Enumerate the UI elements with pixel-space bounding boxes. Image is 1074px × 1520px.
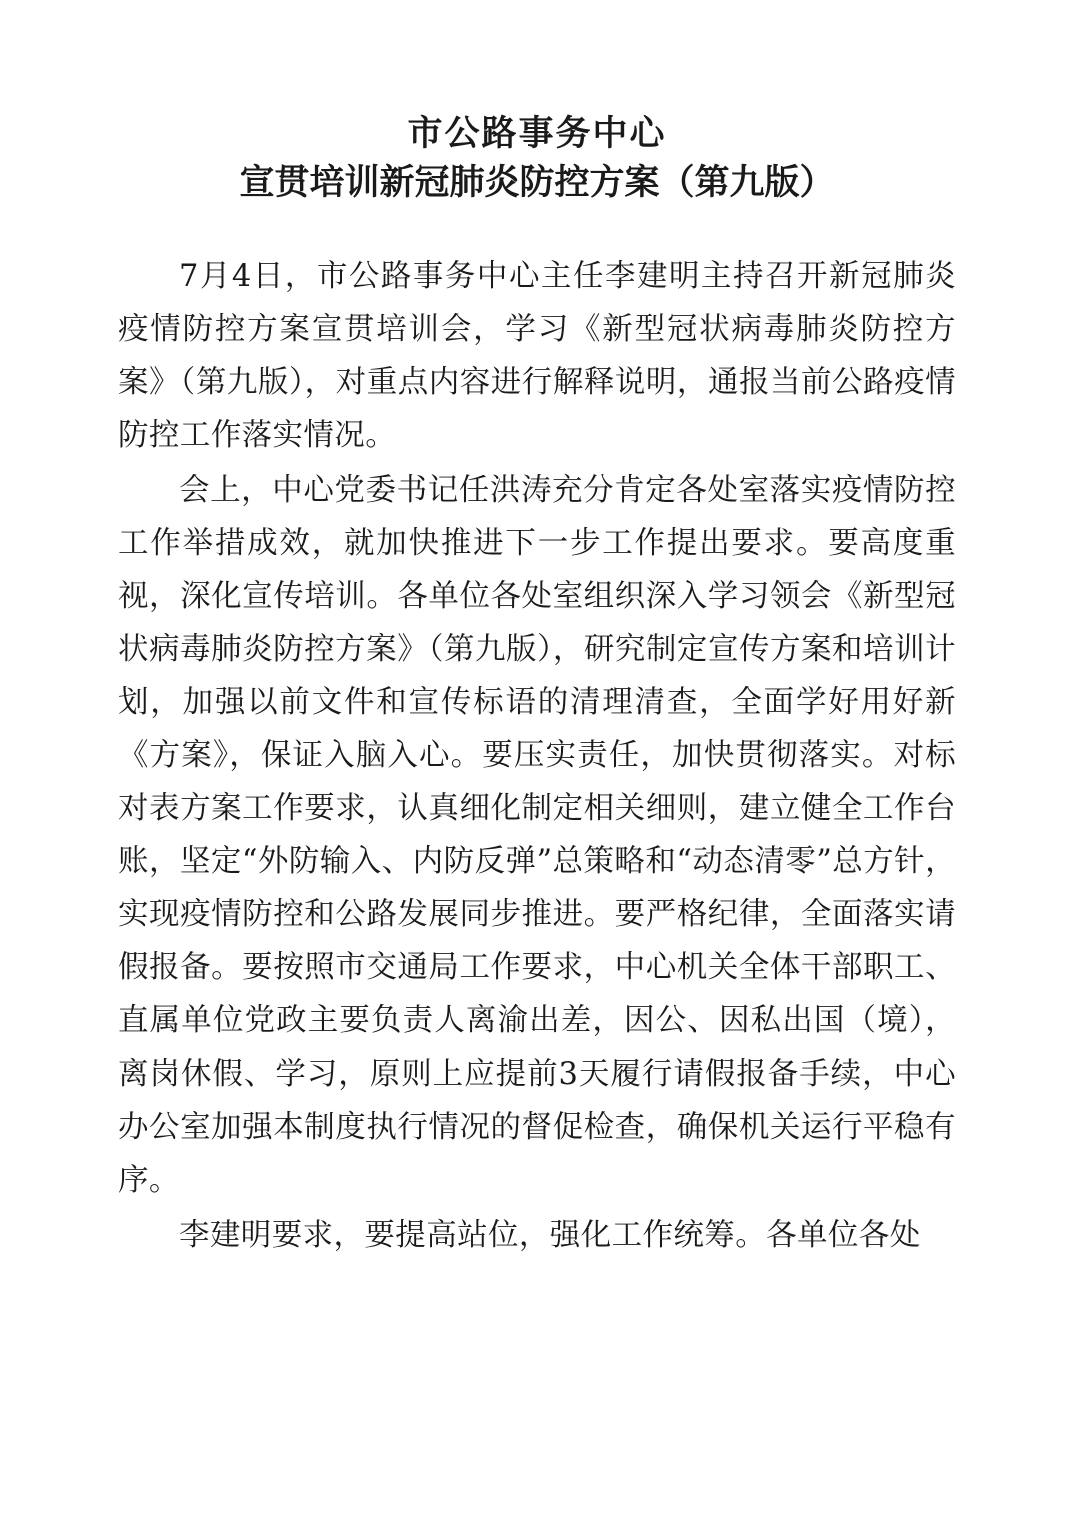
paragraph-1: 7月4日，市公路事务中心主任李建明主持召开新冠肺炎疫情防控方案宣贯培训会，学习《新型冠状病毒肺炎防控方案》（第九版），对重点内容进行解释说明，通报当前公路疫情防控工作落实情况。 [118,258,956,453]
paragraph-2: 会上，中心党委书记任洪涛充分肯定各处室落实疫情防控工作举措成效，就加快推进下一步工作提出要求。要高度重视，深化宣传培训。各单位各处室组织深入学习领会《新型冠状病毒肺炎防控方案》（第九版），研究制定宣传方案和培训计划，加强以前文件和宣传标语的清理清查，全面学好用好新《方案》，保证入脑入心。要压实责任，加快贯彻落实。对标对表方案工作要求，认真细化制定相关细则，建立健全工作台账，坚定“外防输入、内防反弹”总策略和“动态清零”总方针，实现疫情防控和公路发展同步推进。要严格纪律，全面落实请假报备。要按照市交通局工作要求，中心机关全体干部职工、直属单位党政主要负责人离渝出差，因公、因私出国（境），离岗休假、学习，原则上应提前3天履行请假报备手续，中心办公室加强本制度执行情况的督促检查，确保机关运行平稳有序。 [118,472,956,1198]
title-line-2: 宣贯培训新冠肺炎防控方案（第九版） [239,161,835,203]
title-line-1: 市公路事务中心 [407,113,667,154]
paragraph-3: 李建明要求，要提高站位，强化工作统筹。各单位各处 [179,1217,921,1253]
page-title [118,112,956,206]
document-body [118,250,956,1262]
